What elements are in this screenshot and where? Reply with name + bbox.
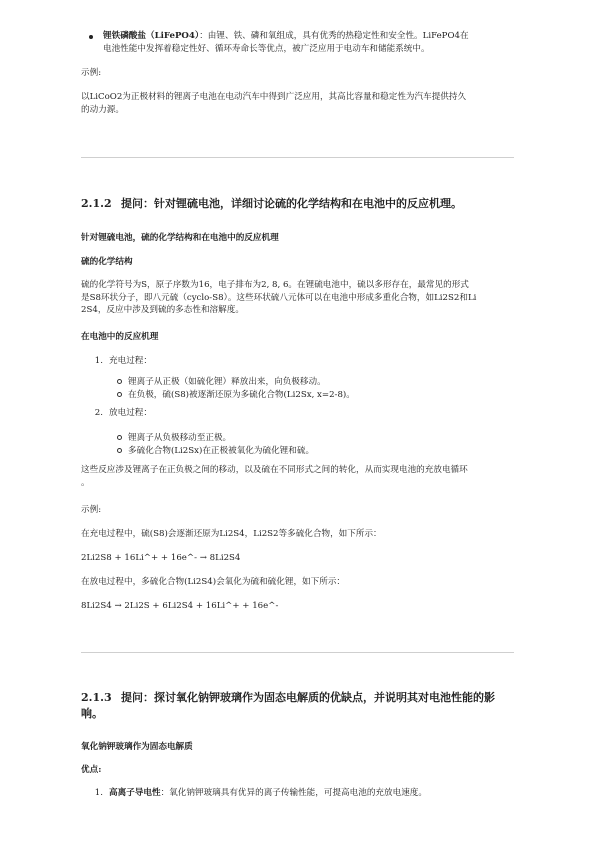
bullet-dot (89, 35, 93, 39)
advantages-label: 优点: (81, 765, 102, 775)
step-2 (89, 407, 515, 420)
example-line-1: 以LiCoO2为正极材料的锂离子电池在电动汽车中得到广泛应用，其高比容量和稳定性为汽车提供持久 (81, 92, 467, 102)
bullet-item (81, 30, 515, 55)
step-number: 2. (94, 408, 103, 418)
section-heading-212 (81, 196, 515, 212)
equation-2: 8Li2S4 → 2Li2S + 6Li2S4 + 16Li^+ + 16e^- (81, 601, 279, 611)
section-title-cont: 响。 (81, 706, 103, 720)
step-1-list (117, 376, 515, 401)
list-item-text: 在负极，硫(S8)被逐渐还原为多硫化合物(Li2Sx, x=2-8)。 (128, 389, 355, 400)
example-paragraph (81, 91, 515, 116)
equation-1: 2Li2S8 + 16Li^+ + 16e^- → 8Li2S4 (81, 553, 241, 563)
circle-bullet (117, 379, 122, 384)
structure-paragraph (81, 279, 515, 317)
step-label: 充电过程： (109, 356, 152, 366)
list-item-text: 锂离子从负极移动至正极。 (128, 433, 232, 443)
bullet-text: ：由锂、铁、磷和氧组成，具有优秀的热稳定性和安全性。LiFePO4在 (199, 31, 469, 41)
step-2-list (117, 432, 515, 457)
topic-heading: 针对锂硫电池，硫的化学结构和在电池中的反应机理 (81, 233, 279, 243)
para-line: 是S8环状分子，即八元硫（cyclo-S8）。这些环状硫八元体可以在电池中形成多重化合物，如Li2S2和Li (81, 292, 477, 303)
item-number: 1. (94, 788, 103, 798)
step-label: 放电过程： (109, 408, 152, 418)
example-label: 示例: (81, 68, 102, 78)
subheading-structure: 硫的化学结构 (81, 257, 133, 267)
subheading-mechanism: 在电池中的反应机理 (81, 332, 159, 342)
list-item (117, 445, 515, 458)
section-divider (81, 157, 514, 158)
step-1 (89, 355, 515, 368)
list-item-text: 多硫化合物(Li2Sx)在正极被氧化为硫化锂和硫。 (128, 445, 315, 456)
para-line: 2S4，反应中涉及到硫的多态性和溶解度。 (81, 305, 244, 316)
bullet-title: 锂铁磷酸盐（LiFePO4） (103, 31, 200, 41)
item-label: 高离子导电性 (109, 788, 161, 798)
section-divider (81, 652, 514, 653)
section-number: 2.1.3 (81, 691, 112, 704)
step-number: 1. (94, 356, 103, 366)
circle-bullet (117, 392, 122, 397)
example-line-2: 的动力源。 (81, 104, 124, 115)
list-item (117, 432, 515, 445)
circle-bullet (117, 435, 122, 440)
section-number: 2.1.2 (81, 197, 112, 210)
para-line: 这些反应涉及锂离子在正负极之间的移动，以及硫在不同形式之间的转化，从而实现电池的充放电循环 (81, 465, 468, 475)
discharge-example-text: 在放电过程中，多硫化合物(Li2S4)会氧化为硫和硫化锂，如下所示： (81, 577, 346, 587)
circle-bullet (117, 448, 122, 453)
charge-example-text: 在充电过程中，硫(S8)会逐渐还原为Li2S4，Li2S2等多硫化合物，如下所示： (81, 529, 382, 539)
para-line: 硫的化学符号为S，原子序数为16，电子排布为2, 8, 6。在锂硫电池中，硫以多形存在，最常见的形式 (81, 280, 469, 290)
topic-heading: 氧化钠钾玻璃作为固态电解质 (81, 742, 193, 752)
section-title: 提问：探讨氧化钠钾玻璃作为固态电解质的优缺点，并说明其对电池性能的影 (121, 691, 495, 704)
list-item (117, 376, 515, 389)
item-text: ：氧化钠钾玻璃具有优异的离子传输性能，可提高电池的充放电速度。 (160, 788, 427, 798)
list-item-text: 锂离子从正极（如硫化锂）释放出来，向负极移动。 (128, 377, 326, 387)
bullet-text-cont: 电池性能中发挥着稳定性好、循环寿命长等优点，被广泛应用于电动车和储能系统中。 (103, 43, 430, 54)
summary-paragraph (81, 464, 515, 489)
para-line: 。 (81, 477, 90, 488)
advantage-item-1 (89, 787, 515, 800)
list-item (117, 389, 515, 402)
section-title: 提问：针对锂硫电池，详细讨论硫的化学结构和在电池中的反应机理。 (121, 197, 462, 210)
section-heading-213 (81, 690, 515, 722)
example-label: 示例: (81, 505, 102, 515)
